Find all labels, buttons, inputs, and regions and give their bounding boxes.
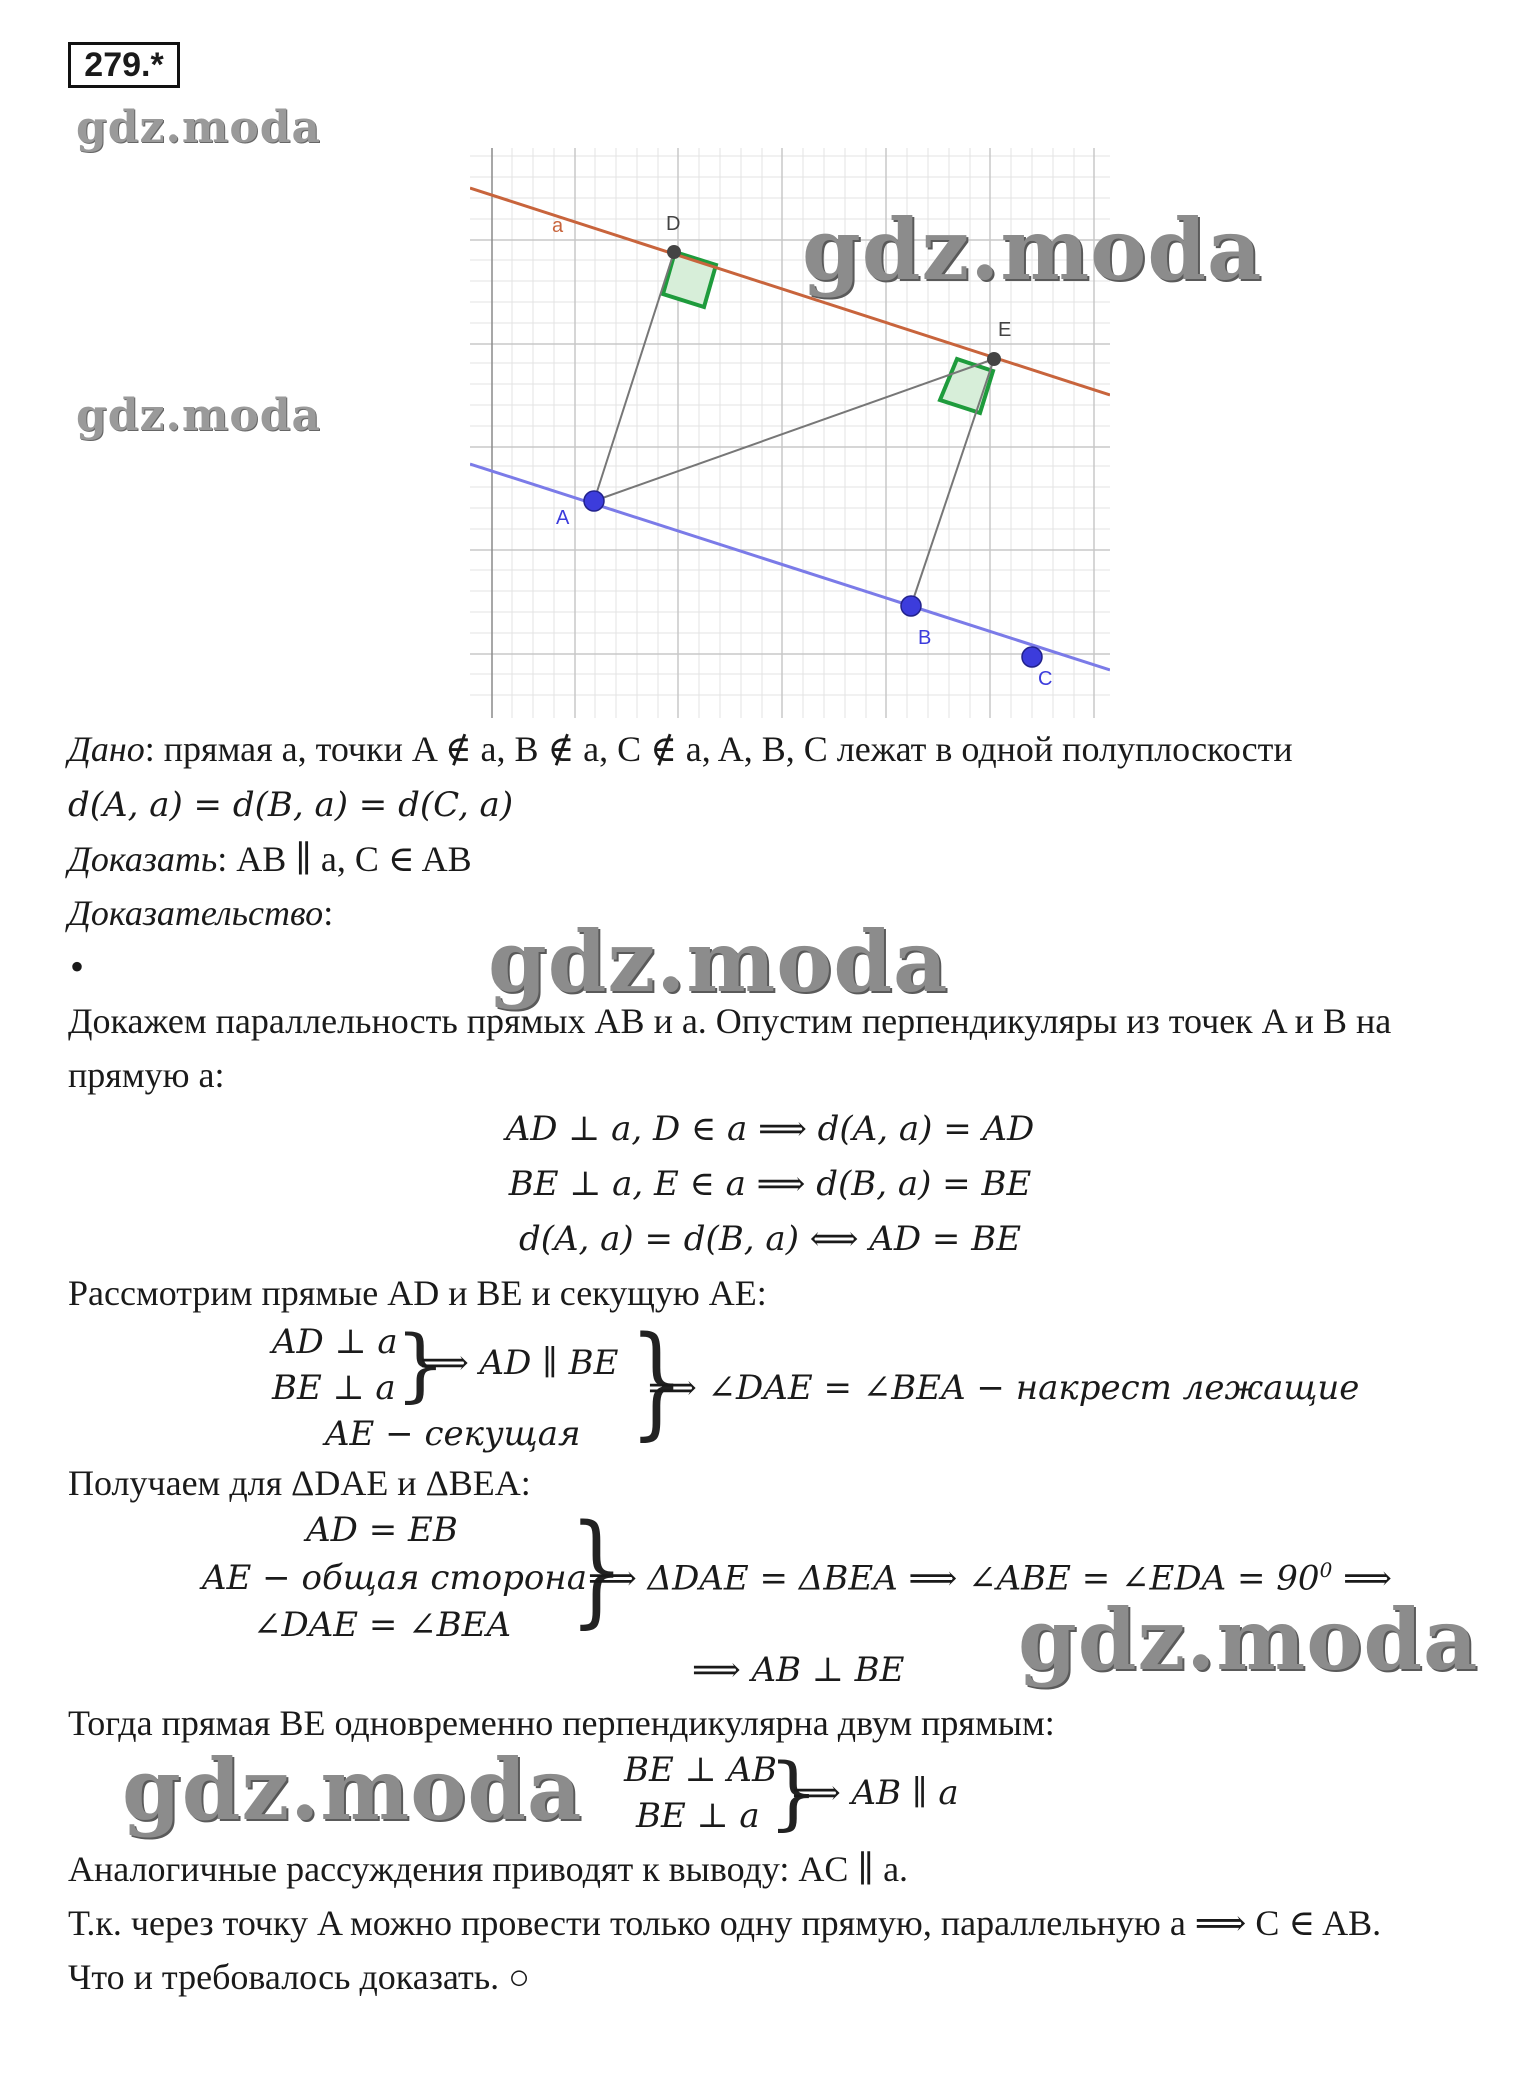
watermark-top-left: gdz.moda xyxy=(76,102,322,153)
point-B xyxy=(901,596,921,616)
line-abc xyxy=(470,464,1110,670)
sys3-result: ⟹ AB ∥ a xyxy=(792,1773,959,1813)
point-C xyxy=(1022,647,1042,667)
point-D xyxy=(667,245,681,259)
sys2-result2: ⟹ AB ⊥ BE xyxy=(692,1650,905,1690)
similar-line: Аналогичные рассуждения приводят к выводу: AC ∥ a. xyxy=(68,1849,909,1889)
sys1-result: ⟹ ∠DAE = ∠BEA − накрест лежащие xyxy=(648,1368,1360,1408)
equation-3: d(A, a) = d(B, a) ⟺ AD = BE xyxy=(518,1219,1022,1259)
label-E: E xyxy=(998,319,1012,341)
point-E xyxy=(987,352,1001,366)
consider-line: Рассмотрим прямые AD и BE и секущую AE: xyxy=(68,1273,767,1313)
sys2-brace: } xyxy=(569,1498,624,1640)
para1-line1: Докажем параллельность прямых AB и a. Опустим перпендикуляры из точек A и B на xyxy=(68,1001,1392,1041)
label-D: D xyxy=(666,213,681,235)
given-line2: d(A, a) = d(B, a) = d(C, a) xyxy=(68,785,514,825)
point-A xyxy=(584,491,604,511)
sys2-result-tail: ⟹ xyxy=(1332,1558,1392,1599)
sys1-line3: AE − секущая xyxy=(325,1414,581,1454)
sys1-middle: ⟹ AD ∥ BE xyxy=(420,1343,619,1383)
equation-1: AD ⊥ a, D ∈ a ⟹ d(A, a) = AD xyxy=(505,1109,1035,1149)
sys1-brace-outer: } xyxy=(629,1310,684,1452)
bullet: • xyxy=(70,944,85,989)
watermark-proof: gdz.moda xyxy=(488,912,949,1011)
problem-number-badge: 279.* xyxy=(68,42,180,88)
get-line: Получаем для ΔDAE и ΔBEA: xyxy=(68,1463,531,1503)
label-B: B xyxy=(918,627,932,649)
prove-line xyxy=(68,838,472,880)
sys1-line1: AD ⊥ a xyxy=(272,1322,398,1362)
para1-line2: прямую a: xyxy=(68,1055,225,1095)
segment-AD xyxy=(594,252,674,501)
watermark-bottom: gdz.moda xyxy=(122,1740,583,1839)
prove-text: : AB ∥ a, C ∈ AB xyxy=(217,839,472,879)
sys2-line1: AD = EB xyxy=(306,1510,458,1550)
proof-label: Доказательство xyxy=(68,893,324,933)
sys3-brace: } xyxy=(768,1746,819,1839)
sys2-line3: ∠DAE = ∠BEA xyxy=(252,1605,512,1645)
segment-AE xyxy=(594,359,994,501)
proof-colon: : xyxy=(323,893,334,933)
sys1-line2: BE ⊥ a xyxy=(272,1368,396,1408)
label-A: A xyxy=(556,507,570,529)
sys2-result-main: ⟹ ΔDAE = ΔBEA ⟹ ∠ABE = ∠EDA = 90 xyxy=(588,1558,1320,1599)
watermark-figure: gdz.moda xyxy=(802,200,1263,299)
qed-line: Что и требовалось доказать. ○ xyxy=(68,1957,530,1997)
label-line-a: a xyxy=(552,215,564,237)
sys1-brace-inner: } xyxy=(395,1318,446,1411)
sys3-line1: BE ⊥ AB xyxy=(624,1750,777,1790)
since-line: Т.к. через точку A можно провести только одну прямую, параллельную a ⟹ C ∈ AB. xyxy=(68,1903,1382,1943)
watermark-system2: gdz.moda xyxy=(1018,1590,1479,1689)
proof-heading xyxy=(68,892,333,934)
then-line: Тогда прямая BE одновременно перпендикулярна двум прямым: xyxy=(68,1703,1055,1743)
degree-sup: 0 xyxy=(1319,1558,1333,1582)
label-C: C xyxy=(1038,668,1053,690)
given-line1 xyxy=(68,728,1293,770)
sys3-line2: BE ⊥ a xyxy=(636,1796,760,1836)
given-text: : прямая a, точки A ∉ a, B ∉ a, C ∉ a, A, B, C лежат в одной полуплоскости xyxy=(144,729,1293,769)
watermark-left: gdz.moda xyxy=(76,390,322,441)
given-label: Дано xyxy=(68,729,145,769)
sys2-line2: AE − общая сторона xyxy=(202,1558,587,1598)
equation-2: BE ⊥ a, E ∈ a ⟹ d(B, a) = BE xyxy=(508,1164,1032,1204)
prove-label: Доказать xyxy=(68,839,218,879)
